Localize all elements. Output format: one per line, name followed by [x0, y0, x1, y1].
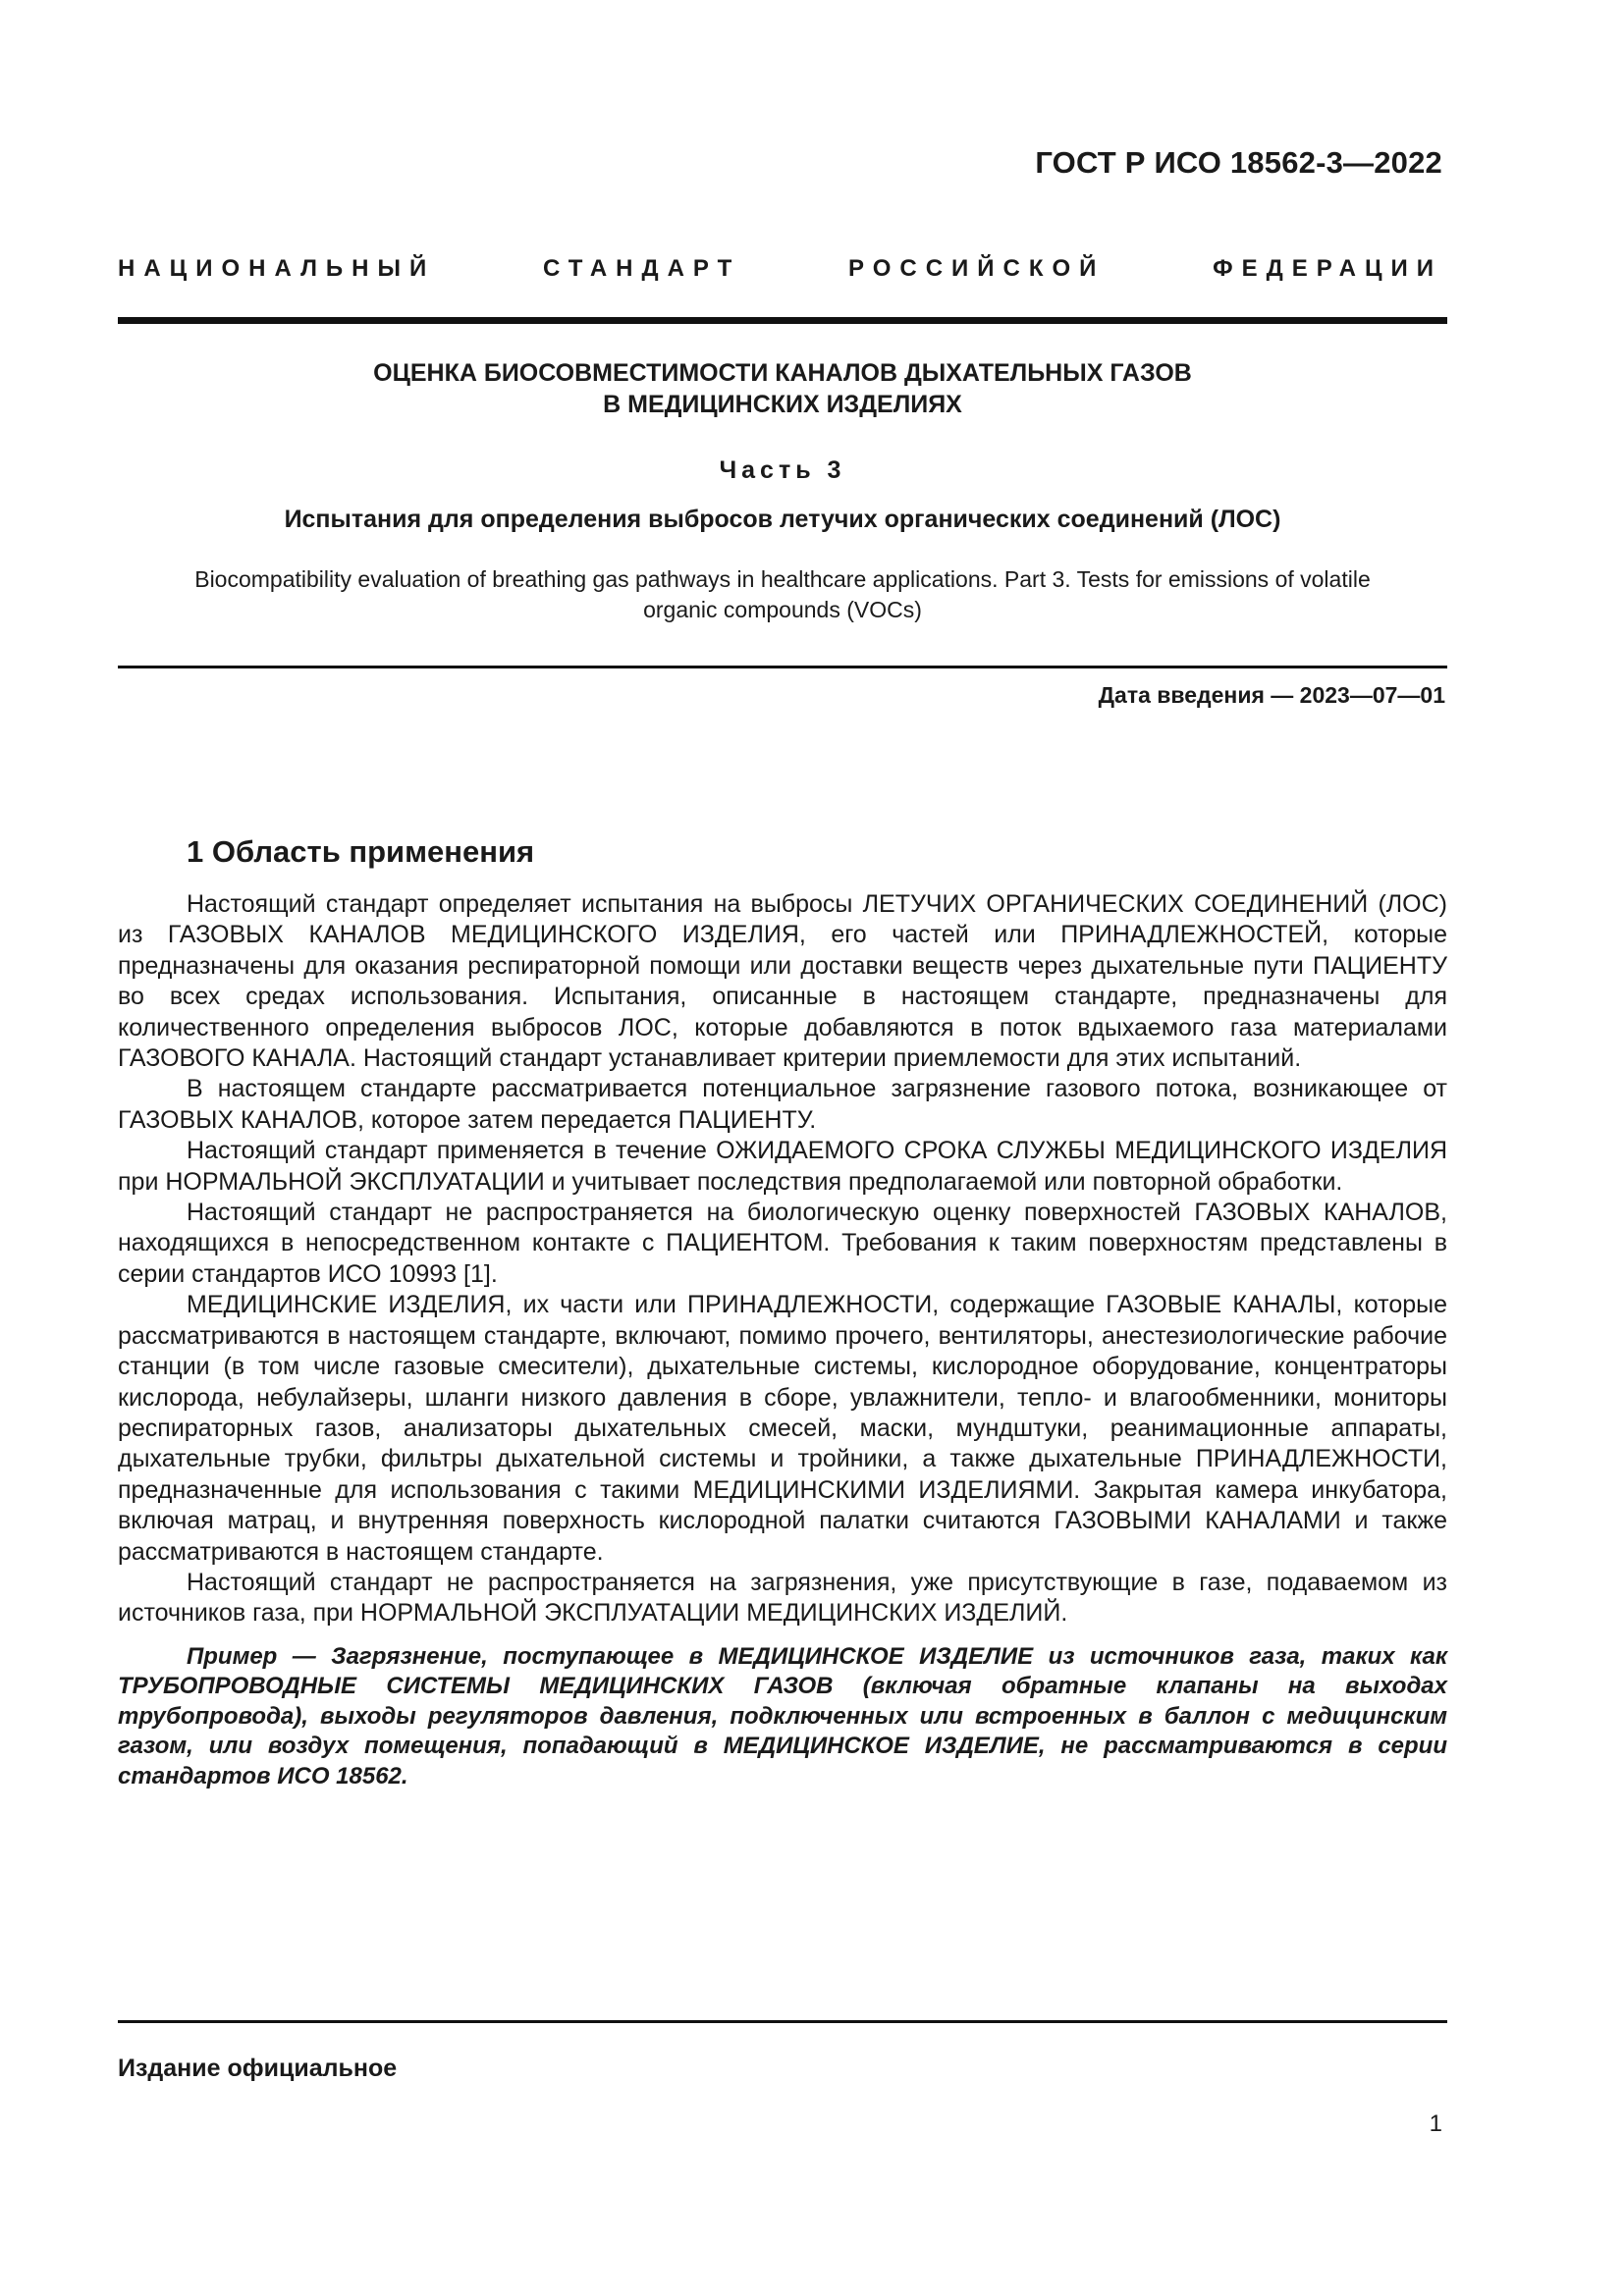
- title-line-1: ОЦЕНКА БИОСОВМЕСТИМОСТИ КАНАЛОВ ДЫХАТЕЛЬНЫХ ГАЗОВ: [373, 359, 1192, 387]
- paragraph: Настоящий стандарт не распространяется на загрязнения, уже присутствующие в газе, подаваемом из источников газа, при НОРМАЛЬНОЙ ЭКСПЛУАТАЦИИ МЕДИЦИНСКИХ ИЗДЕЛИЙ.: [118, 1568, 1447, 1628]
- edition-label: Издание официальное: [118, 2055, 398, 2082]
- english-title-line-2: organic compounds (VOCs): [643, 597, 922, 622]
- paragraph: В настоящем стандарте рассматривается потенциальное загрязнение газового потока, возникающее от ГАЗОВЫХ КАНАЛОВ, которое затем передается ПАЦИЕНТУ.: [118, 1075, 1447, 1134]
- paragraph: Настоящий стандарт не распространяется на биологическую оценку поверхностей ГАЗОВЫХ КАНАЛОВ, находящихся в непосредственном контакте с ПАЦИЕНТОМ. Требования к таким поверхностям представлены в серии стандартов ИСО 10993 [1].: [118, 1199, 1447, 1288]
- example-note: Пример — Загрязнение, поступающее в МЕДИЦИНСКОЕ ИЗДЕЛИЕ из источников газа, таких как ТРУБОПРОВОДНЫЕ СИСТЕМЫ МЕДИЦИНСКИХ ГАЗОВ (включая обратные клапаны на выходах трубопровода), выходы регуляторов давления, подключенных или встроенных в баллон с медицинским газом, или воздух помещения, попадающий в МЕДИЦИНСКОЕ ИЗДЕЛИЕ, не рассматриваются в серии стандартов ИСО 18562.: [118, 1642, 1447, 1789]
- english-title: [118, 564, 1447, 625]
- section-body: [118, 889, 1447, 1791]
- part-label: Часть 3: [719, 456, 846, 484]
- title-divider: [118, 666, 1447, 668]
- paragraph: Настоящий стандарт применяется в течение ОЖИДАЕМОГО СРОКА СЛУЖБЫ МЕДИЦИНСКОГО ИЗДЕЛИЯ при НОРМАЛЬНОЙ ЭКСПЛУАТАЦИИ и учитывает последствия предполагаемой или повторной обработки.: [118, 1137, 1447, 1196]
- section-heading: 1 Область применения: [187, 834, 535, 869]
- page-number: 1: [1429, 2110, 1442, 2137]
- paragraph: Настоящий стандарт определяет испытания на выбросы ЛЕТУЧИХ ОРГАНИЧЕСКИХ СОЕДИНЕНИЙ (ЛОС) из ГАЗОВЫХ КАНАЛОВ МЕДИЦИНСКОГО ИЗДЕЛИЯ, его частей или ПРИНАДЛЕЖНОСТЕЙ, которые предназначены для оказания респираторной помощи или доставки веществ через дыхательные пути ПАЦИЕНТУ во всех средах использования. Испытания, описанные в настоящем стандарте, предназначены для количественного определения выбросов ЛОС, которые добавляются в поток вдыхаемого газа материалами ГАЗОВОГО КАНАЛА. Настоящий стандарт устанавливает критерии приемлемости для этих испытаний.: [118, 890, 1447, 1073]
- national-standard-banner: НАЦИОНАЛЬНЫЙ СТАНДАРТ РОССИЙСКОЙ ФЕДЕРАЦИИ: [118, 255, 1442, 282]
- header-divider: [118, 317, 1447, 324]
- paragraph: МЕДИЦИНСКИЕ ИЗДЕЛИЯ, их части или ПРИНАДЛЕЖНОСТИ, содержащие ГАЗОВЫЕ КАНАЛЫ, которые рассматриваются в настоящем стандарте, включают, помимо прочего, вентиляторы, анестезиологические рабочие станции (в том числе газовые смесители), дыхательные системы, кислородное оборудование, концентраторы кислорода, небулайзеры, шланги низкого давления в сборе, увлажнители, тепло- и влагообменники, мониторы респираторных газов, анализаторы дыхательных смесей, маски, мундштуки, реанимационные аппараты, дыхательные трубки, фильтры дыхательной системы и тройники, а также дыхательные ПРИНАДЛЕЖНОСТИ, предназначенные для использования с такими МЕДИЦИНСКИМИ ИЗДЕЛИЯМИ. Закрытая камера инкубатора, включая матрац, и внутренняя поверхность кислородной палатки считаются ГАЗОВЫМИ КАНАЛАМИ и также рассматриваются в настоящем стандарте.: [118, 1291, 1447, 1566]
- introduction-date: Дата введения — 2023—07—01: [1098, 682, 1445, 708]
- title-line-2: В МЕДИЦИНСКИХ ИЗДЕЛИЯХ: [603, 391, 962, 418]
- part-title: Испытания для определения выбросов летучих органических соединений (ЛОС): [284, 506, 1281, 533]
- english-title-line-1: Biocompatibility evaluation of breathing gas pathways in healthcare applications. Part 3. Tests for emissions of volatile: [194, 566, 1371, 592]
- document-title: [118, 357, 1447, 420]
- footer-divider: [118, 2020, 1447, 2023]
- standard-number: ГОСТ Р ИСО 18562-3—2022: [1035, 145, 1442, 180]
